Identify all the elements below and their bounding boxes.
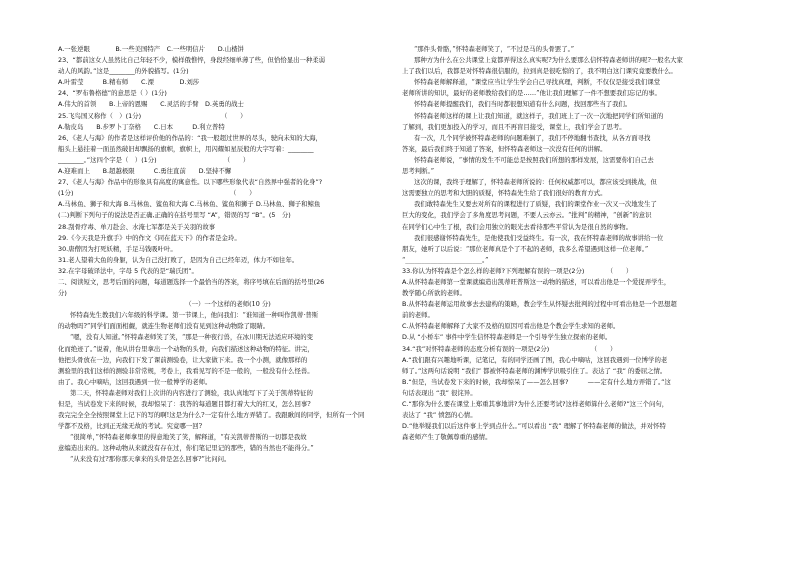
left-text-line: 第二天，怀特森老师对我们上次讲的内容进行了测验，我认真地写下了关于凯蒂特征的 bbox=[70, 388, 313, 397]
left-text-line: A.勒皮岛 B.步罗卜丁奈格 C.日本 D.利立普特 bbox=[58, 122, 225, 131]
left-text-line: A.一张逆眼 B.一些美国特产 C.一些明信片 D.山楂饼 bbox=[58, 45, 244, 53]
right-text-line: 句话表现出 “我” 很诧异。 bbox=[402, 388, 477, 397]
right-text-line: 这需要独立的思考和大胆的质疑，怀特森先生给了我们很好的教育方式。 bbox=[402, 189, 607, 198]
left-text-line: 32.在字母破译法中，字母 5 代表的是“瑞氏团”。 bbox=[58, 266, 198, 275]
left-text-line: 24、“罗布鲁格德”的意思是（ ）(1分) bbox=[58, 89, 167, 98]
left-text-line: A.马林鱼、狮子和大海 B.马林鱼、鲨鱼和大海 C.马林鱼、鲨鱼和狮子 D.马林鱼、狮子和鲸鱼 bbox=[58, 200, 321, 209]
right-text-line: A.从怀特森老师第一堂课就编造出凯蒂旺普斯这一动物的描述，可以看出他是一个爱捉弄学生， bbox=[402, 277, 671, 286]
left-text-line: 由了。我心中嘀咕，这回我遇到一位一般博学的老师。 bbox=[58, 377, 212, 386]
right-text-line: 33.你认为怀特森是个怎么样的老师?下列理解有误的一项是(2分) （ ） bbox=[402, 266, 633, 275]
left-text-line: 28.刮骨疗毒、单刀赴会、水淹七军都是关于关羽的故事 bbox=[58, 222, 216, 231]
right-text-line: C.“那你为什么要在课堂上郑重其事地讲?为什么还要考试?这样老师算什么老师?”这三个问句， bbox=[402, 400, 669, 408]
right-text-line: 森老师产生了敬佩尊重的感情。 bbox=[402, 433, 492, 442]
right-text-line: A.“我们跟有兴趣地听课，记笔记，有的同学还画了图，我心中嘀咕，这回我遇到一位博学的老 bbox=[402, 355, 668, 364]
right-text-line: 了解到，我们更加投入的学习，而且不再盲目接受，课堂上，我们学会了思考。 bbox=[402, 122, 626, 131]
right-text-line: “________________________。” bbox=[402, 255, 489, 264]
right-text-line: 巨大的变化，我们学会了多角度思考问题，不要人云亦云。“批判”的精神，“创新”的意识 bbox=[402, 211, 652, 220]
right-text-line: 前的老师。 bbox=[402, 311, 434, 320]
left-column bbox=[58, 44, 398, 466]
left-text-line: ________。”这四个字是（ ）(1分) （ ） bbox=[58, 155, 250, 164]
right-text-line: D.从 “小桥车” 事件中学生信怀特森老师是一个引导学生独立探索的老师。 bbox=[402, 333, 612, 342]
left-text-line: 27、《老人与海》作品中的形象具有高度的寓意性。以下哪些形象代表“自然界中强者的化身”? bbox=[58, 178, 323, 187]
left-text-line: 分) bbox=[58, 289, 67, 298]
right-text-line: 怀特森老师说，“事情的发生不可能总是按照我们所想的那样发展，这需要你们自己去 bbox=[414, 155, 654, 164]
left-text-line: 25.飞鸟国又称作（ ）(1分) （ ） bbox=[58, 111, 247, 120]
right-text-line: 34.“我”对怀特森老师的态度分析有误的一项是(2分) （ ） bbox=[402, 344, 617, 353]
right-text-line: 思考判断。” bbox=[402, 167, 435, 176]
left-text-line: “嗯，没有人知道。”怀特森老师笑了笑，“那是一种夜行兽，在冰川期无法适应环境的变 bbox=[70, 333, 314, 342]
right-text-line: D.“他举疑我们以后这件事上学到点什么。”可以看出 “我” 理解了怀特森老师的做法，并对怀特 bbox=[402, 422, 666, 431]
left-text-line: (二)判断下列句子的说法是否正确,正确的在括号里写 “A”，错误的写 “B”。(5 分) bbox=[58, 211, 291, 220]
right-text-line: 我们很感谢怀特森先生，是他使我们受益终生。有一次，我在怀特森老师的故事讲给一位 bbox=[414, 233, 664, 242]
left-text-line: （一）一个这样的老师(10 分) bbox=[185, 300, 271, 309]
right-text-line: 在同学们心中生了根，我们会用独立的眼光去看待那些平常认为是很自然的事物。 bbox=[402, 222, 633, 231]
right-text-line: 这次的课，我终于理解了，怀特森老师所说的：任何权威都可以，都应该受到挑战，但 bbox=[414, 178, 657, 187]
left-text-line: 动人的风韵。”这是________的外貌描写。(1分) bbox=[58, 67, 189, 76]
right-text-line: B.从怀特森老师运用故事去去建构的策略，教会学生从怀疑去批判的过程中可看出他是一个思想超 bbox=[402, 300, 677, 309]
left-text-line: 二、阅读短文，思考后面的问题，每道题选择一个最恰当的答案，将序号填在后面的括号里(26 bbox=[58, 277, 325, 286]
left-text-line: 船头上悬挂着一面虽然破旧却飘扬的旗帜，旗帜上，用闪耀如星辰般的大字写着：________ bbox=[58, 144, 314, 153]
left-text-line: (1分) （ ） bbox=[58, 189, 256, 198]
left-text-line: 26、《老人与海》的作者是这样评价他的作品的：“我一般超过世界的尽头，驶向未知的大海， bbox=[58, 133, 322, 142]
right-text-line: 怀特森老师这样的课上让我们知道，就这样子，我们班上了一次一次地把同学们所知道的 bbox=[414, 111, 664, 120]
left-text-line: A.迎难而上 B.超越极限 C.勇往直前 D.坚持不懈 bbox=[58, 167, 232, 176]
left-text-line: 怀特森先生教我们六年级的科学课。第一节课上，他问我们：“谁知道一种叫作凯蒂·普斯 bbox=[70, 311, 319, 320]
left-text-line: 测验里的我们这样的测验非常常规，考卷上，我看见写的不是一般的，一般没有什么怪兽。 bbox=[58, 366, 314, 375]
left-text-line: 他把头骨放在一边，向我们下发了课前测验卷，让大家做下来。我一个小测，就像那样的 bbox=[58, 355, 308, 364]
left-text-line: 29.《今天我是升旗手》中的作文《同在蓝天下》的作者是金玲。 bbox=[58, 233, 241, 242]
right-text-line: 我们敢特森先生又要去对所有的课程进行了质疑，我们的课堂作业一次又一次地发生了 bbox=[414, 200, 657, 209]
right-text-line: 有一次，几个同学被怀特森老师的问题难倒了，我们不停地翻书查找，从各方面寻找 bbox=[414, 133, 651, 142]
right-column bbox=[402, 44, 747, 443]
right-text-line: 答案，最后我们终于知道了答案，但怀特森老师这一次没有任何的讲解。 bbox=[402, 144, 607, 153]
left-text-line: 但是，当试卷发下来的时候，我却惊呆了：我答的每道题目都打着大大的红叉，怎么回事? bbox=[58, 400, 311, 408]
right-text-line: 那种方为什么在公共课堂上竟都弄得这么真实呢?为什么要那么信怀特森老师讲的呢?一般名大家 bbox=[414, 56, 683, 65]
left-text-line: “从来没有过?那你那天拿来的头骨是怎么回事?”比问问。 bbox=[70, 455, 231, 464]
right-text-line: 教学随心所欲的老师。 bbox=[402, 289, 466, 298]
left-text-line: 化而绝迹了。”说着，他从讲台里拿出一个动物的头骨，向我们描述这种动物的特征。讲完， bbox=[58, 344, 314, 353]
left-text-line: A.叶雷莹 B.精布师 C.溧 D.刘莎 bbox=[58, 78, 200, 87]
left-text-line: 的动物吗?”同学们面面相觑，就连生物老师们没有见到这种动物除了眼睛。 bbox=[58, 322, 270, 331]
right-text-line: “那件头骨骼，”怀特森老师笑了，“不过是马的头骨罢了。” bbox=[414, 45, 575, 53]
right-text-line: 怀特森老师提醒我们，我们当时都很想知道有什么问题，找回那些当了我们。 bbox=[414, 100, 632, 109]
left-text-line: 30.唐僧因为打死妖精，手足马钱吸叶叶。 bbox=[58, 244, 177, 253]
right-text-line: C.从怀特森老师解释了大家不及格的原因可看出他是个教会学生求知的老师。 bbox=[402, 322, 620, 331]
left-text-line: 意编造出来的。这种动物从来就没有存在过，你们笔记里记的那些，错的当然也不能得分。” bbox=[58, 444, 314, 453]
right-text-line: 朋友，她听了以后说：“那位老师真是个了不起的老师，我多么希望遇到这样一位老师。” bbox=[402, 244, 649, 253]
left-text-line: “很简单，”怀特森老师拿里的得意地笑了笑，解释道，“有关凯蒂普斯的一切都是我故 bbox=[70, 433, 307, 442]
left-text-line: 学都不及格，比到正无缘无故的考试。究竟哪一回? bbox=[58, 422, 203, 431]
left-text-line: A.伟大的首领 B.上帝的恩赐 C.灵活的手臂 D.英勇的战士 bbox=[58, 100, 244, 109]
right-text-line: 师了。”这两句话说明 “我们” 都被怀特森老师的渊博学识吸引住了。表达了 “我” 的委屈之情。 bbox=[402, 366, 667, 375]
left-text-line: 我完完全全全按照课堂上记下的写的啊!这是为什么?一定有什么地方弄错了。我跟瞅间的同学，但所有一个同 bbox=[58, 411, 365, 420]
right-text-line: 老师所讲的知识，最好的老师教给我们的是……”他让我们理解了一件不想要我们忘记的事。 bbox=[402, 89, 661, 98]
right-text-line: 上了我们以后，我都是对怀特森很信服的，拉到真是很吃惊的了，我不明白这门课究竟要教什么。 bbox=[402, 67, 677, 76]
right-text-line: B.“但是，当试卷发下来的时候，我却惊呆了——怎么回事? ——定有什么地方弄错了。”这 bbox=[402, 377, 671, 386]
right-text-line: 怀特森老师解释道，“课堂应当让学生学会自己寻找真理，判断，不仅仅是接受我们课堂 bbox=[414, 78, 661, 87]
left-text-line: 23、“都前这女人虽然比自己年轻不少，模样俄憔悴，身段经细单薄了些，但恰恰显出一种柔弱 bbox=[58, 56, 326, 65]
right-text-line: 表达了 “我” 愤怒的心情。 bbox=[402, 411, 477, 420]
left-text-line: 31.老人望着大鱼的身躯，认为自己没打败了，是因为自己已经年迈，体力不如往年。 bbox=[58, 255, 299, 264]
